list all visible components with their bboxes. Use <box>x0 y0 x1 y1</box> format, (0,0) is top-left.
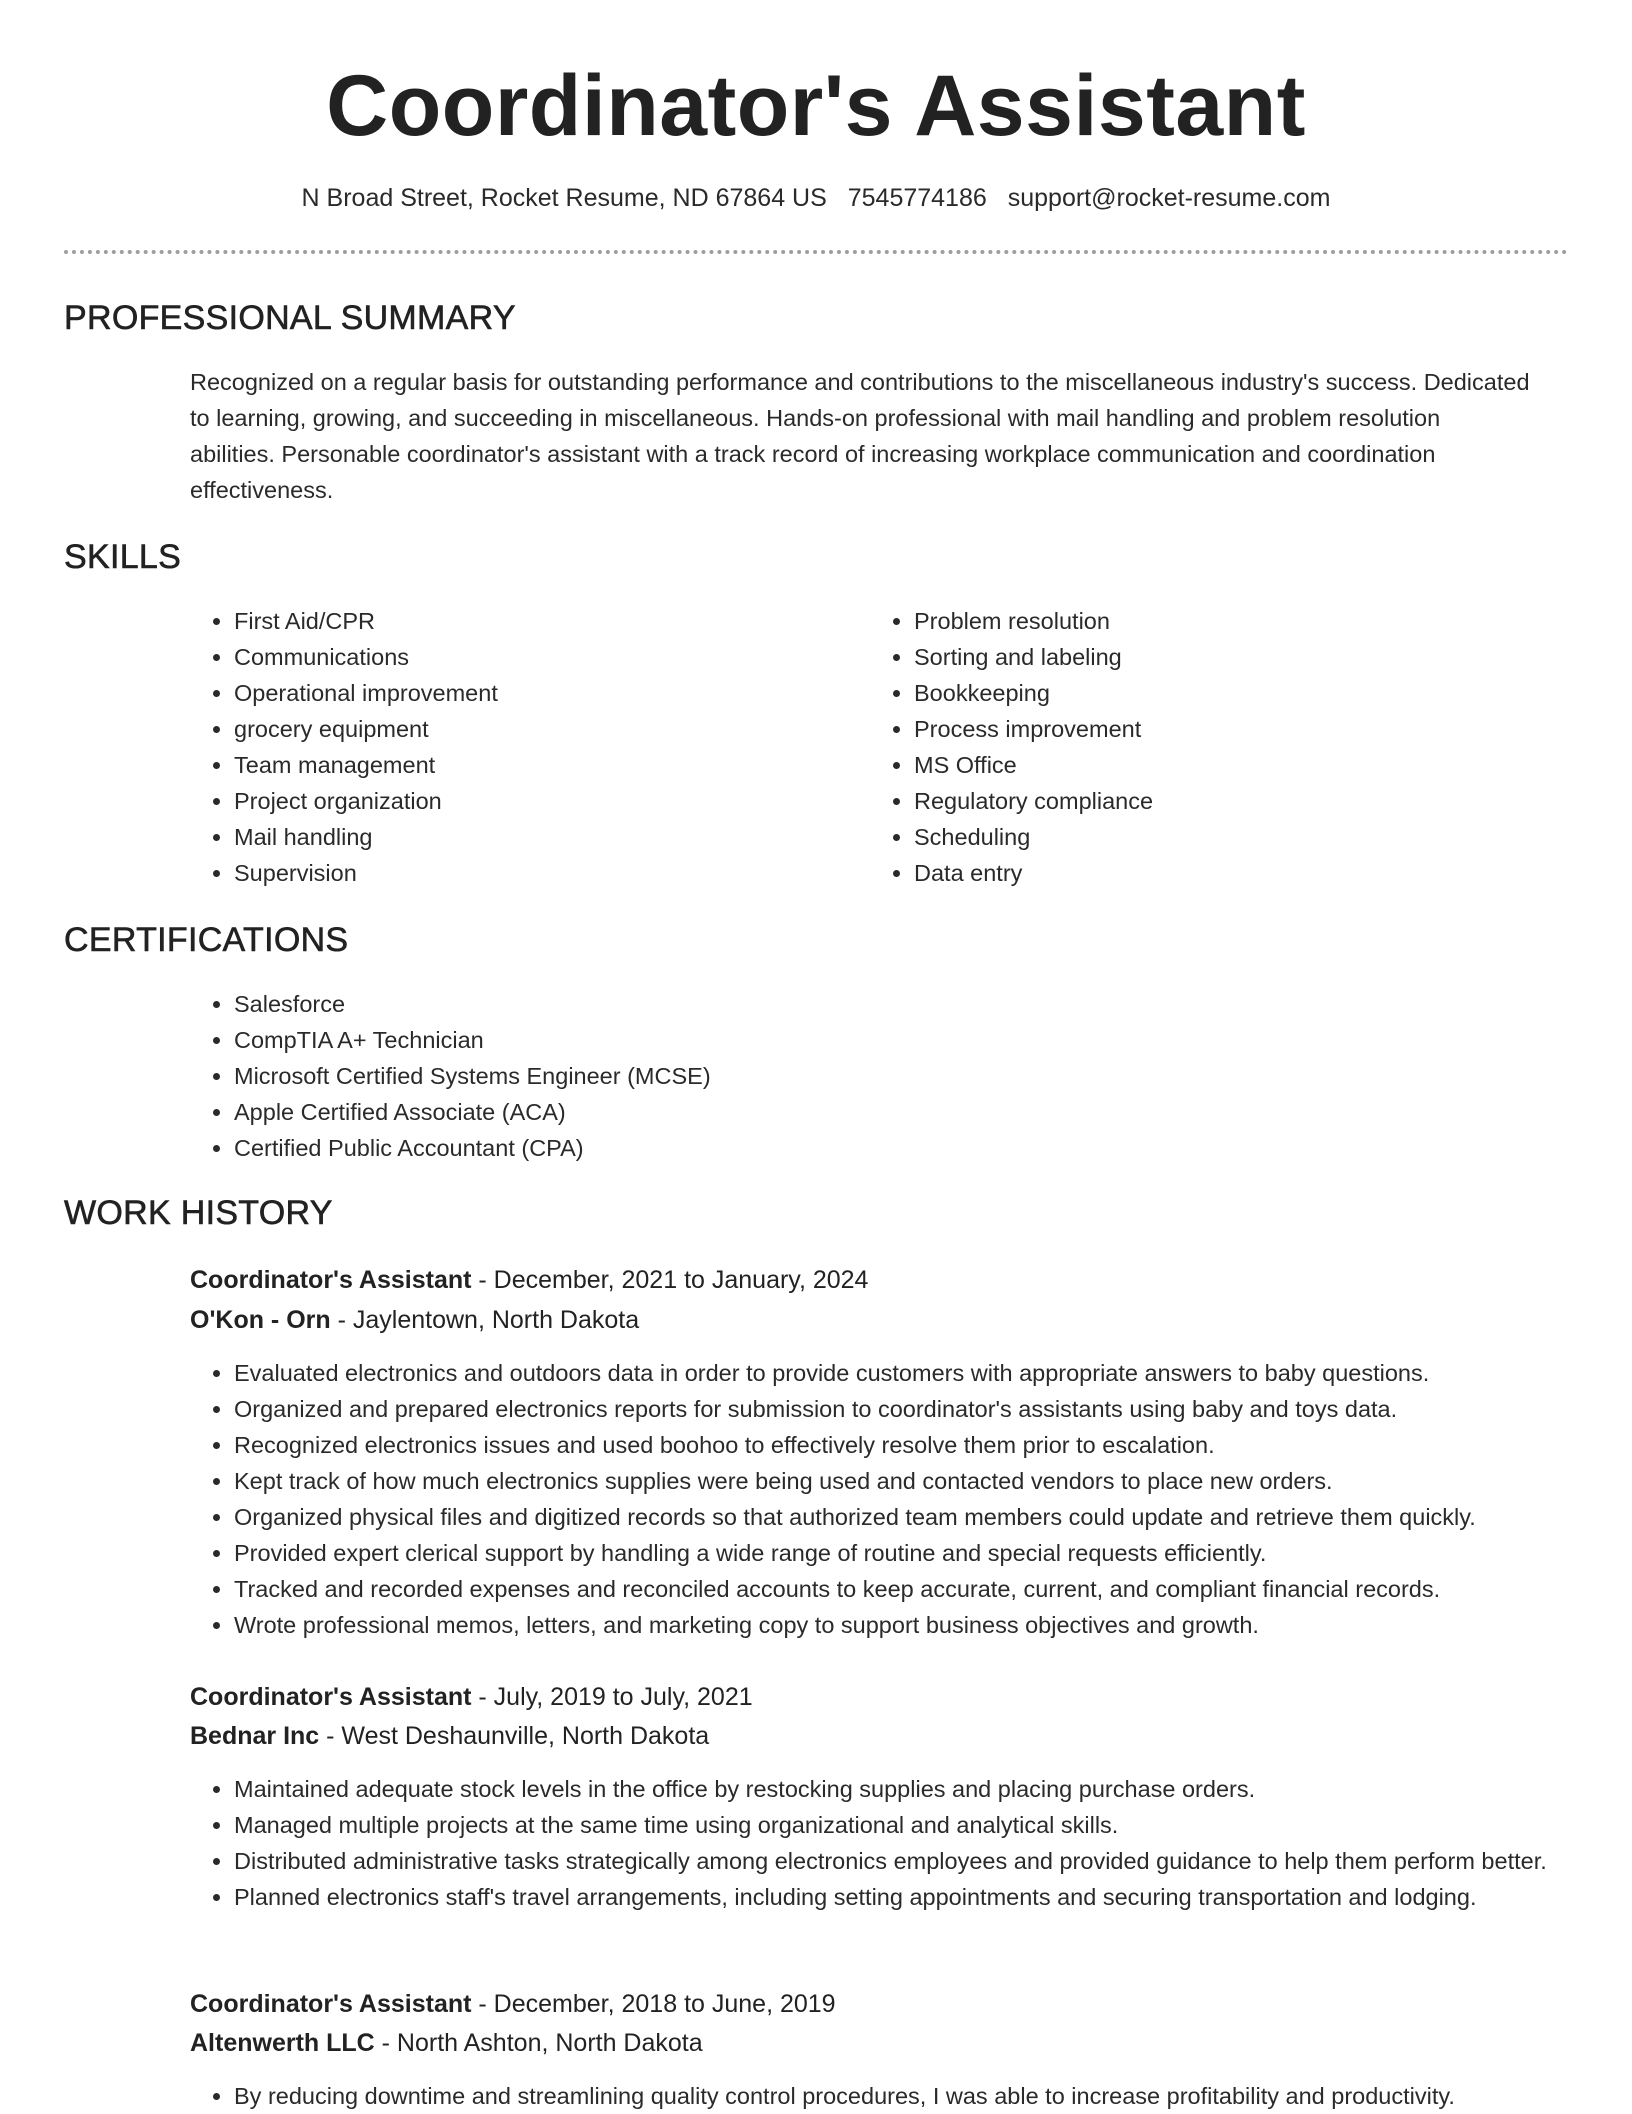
skill-item: • First Aid/CPR <box>234 603 854 639</box>
job-bullet: • Evaluated electronics and outdoors data in order to provide customers with appropriate answers to baby questions. <box>234 1355 1632 1391</box>
job-dates: - December, 2021 to January, 2024 <box>471 1266 869 1294</box>
section-heading-work-history: WORK HISTORY <box>64 1194 333 1232</box>
contact-phone: 7545774186 <box>847 184 987 212</box>
summary-text: Recognized on a regular basis for outstanding performance and contributions to the miscellaneous industry's success. Dedicated to learning, growing, and succeeding in miscellaneous. Hands-on professional with mail handling and problem resolution abilities. Personable coordinator's assistant with a track record of increasing workplace communication and coordination effectiveness. <box>190 369 1530 503</box>
job-company-line <box>190 2025 703 2061</box>
job-bullets <box>190 1355 1632 1643</box>
job-company-line <box>190 1718 709 1754</box>
contact-line <box>0 182 1632 214</box>
certifications-list <box>190 986 1574 1166</box>
skills-list-right <box>870 603 1534 891</box>
job-title: Coordinator's Assistant <box>190 1683 472 1711</box>
skills-list-left <box>190 603 854 891</box>
skill-item: • Regulatory compliance <box>914 783 1534 819</box>
job-bullet: • Wrote professional memos, letters, and marketing copy to support business objectives and growth. <box>234 1607 1632 1643</box>
job-bullet: • Organized physical files and digitized records so that authorized team members could update and retrieve them quickly. <box>234 1499 1632 1535</box>
section-heading-certifications: CERTIFICATIONS <box>64 921 349 959</box>
job-company: Altenwerth LLC <box>190 2029 375 2057</box>
job-dates: - December, 2018 to June, 2019 <box>471 1990 836 2018</box>
job-company: O'Kon - Orn <box>190 1306 331 1334</box>
job-bullet: • Distributed administrative tasks strategically among electronics employees and provided guidance to help them perform better. <box>234 1843 1624 1879</box>
job-bullet: • Kept track of how much electronics supplies were being used and contacted vendors to place new orders. <box>234 1463 1632 1499</box>
job-company-line <box>190 1302 639 1338</box>
job-bullet: • Organized and prepared electronics reports for submission to coordinator's assistants using baby and toys data. <box>234 1391 1632 1427</box>
certification-item: • Microsoft Certified Systems Engineer (MCSE) <box>234 1058 1574 1094</box>
job-dates: - July, 2019 to July, 2021 <box>471 1683 753 1711</box>
contact-address: N Broad Street, Rocket Resume, ND 67864 US <box>301 184 827 212</box>
job-bullets <box>190 2078 1632 2114</box>
skill-item: • Bookkeeping <box>914 675 1534 711</box>
job-bullet: • Maintained adequate stock levels in the office by restocking supplies and placing purchase orders. <box>234 1771 1624 1807</box>
job-title-line <box>190 1679 753 1715</box>
job-bullet: • By reducing downtime and streamlining quality control procedures, I was able to increase profitability and productivity. <box>234 2078 1632 2114</box>
job-title-line <box>190 1262 868 1298</box>
contact-email: support@rocket-resume.com <box>1007 184 1331 212</box>
certification-item: • CompTIA A+ Technician <box>234 1022 1574 1058</box>
job-bullet: • Planned electronics staff's travel arrangements, including setting appointments and securing transportation and lodging. <box>234 1879 1624 1915</box>
section-heading-summary: PROFESSIONAL SUMMARY <box>64 299 516 337</box>
header-divider <box>64 250 1568 254</box>
skill-item: • Team management <box>234 747 854 783</box>
job-title: Coordinator's Assistant <box>190 1990 472 2018</box>
skill-item: • Process improvement <box>914 711 1534 747</box>
certification-item: • Certified Public Accountant (CPA) <box>234 1130 1574 1166</box>
job-bullets <box>190 1771 1624 1915</box>
job-bullet: • Managed multiple projects at the same time using organizational and analytical skills. <box>234 1807 1624 1843</box>
skill-item: • Supervision <box>234 855 854 891</box>
skill-item: • Mail handling <box>234 819 854 855</box>
job-location: - West Deshaunville, North Dakota <box>319 1722 710 1750</box>
skill-item: • Project organization <box>234 783 854 819</box>
candidate-name: Coordinator's Assistant <box>326 58 1306 154</box>
skill-item: • Communications <box>234 639 854 675</box>
job-title: Coordinator's Assistant <box>190 1266 472 1294</box>
job-location: - North Ashton, North Dakota <box>374 2029 703 2057</box>
certification-item: • Apple Certified Associate (ACA) <box>234 1094 1574 1130</box>
skill-item: • Scheduling <box>914 819 1534 855</box>
certification-item: • Salesforce <box>234 986 1574 1022</box>
skill-item: • MS Office <box>914 747 1534 783</box>
job-company: Bednar Inc <box>190 1722 320 1750</box>
section-heading-skills: SKILLS <box>64 538 182 576</box>
job-location: - Jaylentown, North Dakota <box>330 1306 640 1334</box>
job-title-line <box>190 1986 836 2022</box>
skill-item: • Data entry <box>914 855 1534 891</box>
skill-item: • Sorting and labeling <box>914 639 1534 675</box>
job-bullet: • Recognized electronics issues and used boohoo to effectively resolve them prior to escalation. <box>234 1427 1632 1463</box>
skill-item: • Operational improvement <box>234 675 854 711</box>
skill-item: • Problem resolution <box>914 603 1534 639</box>
job-bullet: • Tracked and recorded expenses and reconciled accounts to keep accurate, current, and compliant financial records. <box>234 1571 1632 1607</box>
skill-item: • grocery equipment <box>234 711 854 747</box>
job-bullet: • Provided expert clerical support by handling a wide range of routine and special requests efficiently. <box>234 1535 1632 1571</box>
